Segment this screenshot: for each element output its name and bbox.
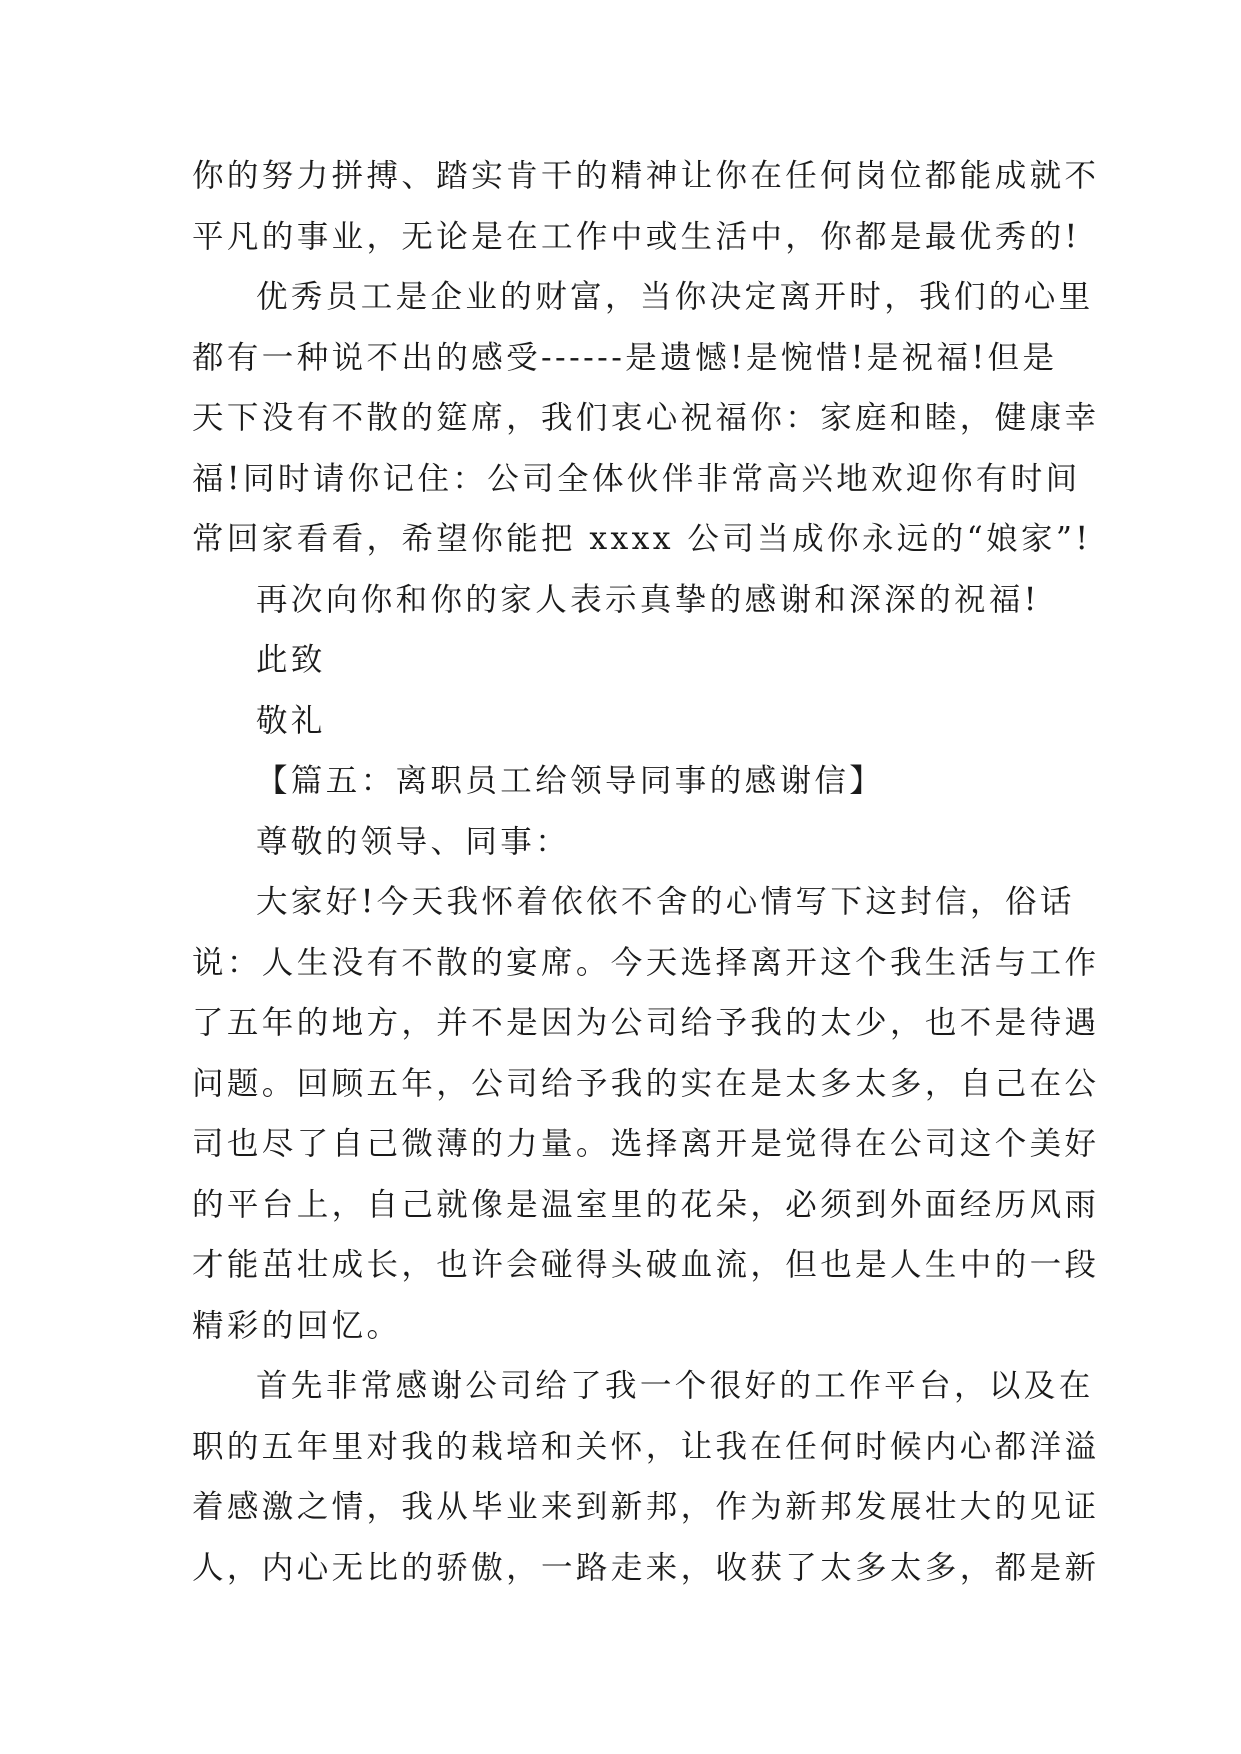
text-line: 职的五年里对我的栽培和关怀，让我在任何时候内心都洋溢 xyxy=(192,1428,1100,1465)
text-line: 人，内心无比的骄傲，一路走来，收获了太多太多，都是新 xyxy=(192,1549,1100,1586)
letter-body xyxy=(192,146,1100,1598)
closing-regards: 敬礼 xyxy=(256,702,326,739)
text-line: 天下没有不散的筵席，我们衷心祝福你：家庭和睦，健康幸 xyxy=(192,400,1100,436)
text-line: 了五年的地方，并不是因为公司给予我的太少，也不是待遇 xyxy=(192,1005,1100,1041)
text-line: 司也尽了自己微薄的力量。选择离开是觉得在公司这个美好 xyxy=(192,1126,1100,1162)
text-line: 问题。回顾五年，公司给予我的实在是太多太多，自己在公 xyxy=(192,1065,1100,1102)
text-line: 才能茁壮成长，也许会碰得头破血流，但也是人生中的一段 xyxy=(192,1247,1100,1283)
text-line: 的平台上，自己就像是温室里的花朵，必须到外面经历风雨 xyxy=(192,1186,1100,1223)
text-line: 着感激之情，我从毕业来到新邦，作为新邦发展壮大的见证 xyxy=(192,1489,1100,1525)
paragraph-start-line: 优秀员工是企业的财富，当你决定离开时，我们的心里 xyxy=(256,279,1094,315)
text-line: 都有一种说不出的感受------是遗憾!是惋惜!是祝福!但是 xyxy=(192,339,1058,376)
greeting-line: 尊敬的领导、同事： xyxy=(256,823,571,860)
text-line: 福!同时请你记住：公司全体伙伴非常高兴地欢迎你有时间 xyxy=(192,460,1081,497)
paragraph-start-line: 再次向你和你的家人表示真挚的感谢和深深的祝福! xyxy=(256,581,1040,618)
text-line: 平凡的事业，无论是在工作中或生活中，你都是最优秀的! xyxy=(192,218,1081,255)
text-line: 说：人生没有不散的宴席。今天选择离开这个我生活与工作 xyxy=(192,944,1100,981)
closing-salutation: 此致 xyxy=(256,642,326,678)
text-line: 常回家看看，希望你能把 xxxx 公司当成你永远的“娘家”! xyxy=(192,521,1092,557)
paragraph-start-line: 大家好!今天我怀着依依不舍的心情写下这封信，俗话 xyxy=(256,884,1075,920)
paragraph-start-line: 首先非常感谢公司给了我一个很好的工作平台，以及在 xyxy=(256,1368,1094,1404)
text-line: 你的努力拼搏、踏实肯干的精神让你在任何岗位都能成就不 xyxy=(192,158,1100,194)
text-line: 精彩的回忆。 xyxy=(192,1307,402,1344)
section-heading: 【篇五：离职员工给领导同事的感谢信】 xyxy=(256,763,885,799)
